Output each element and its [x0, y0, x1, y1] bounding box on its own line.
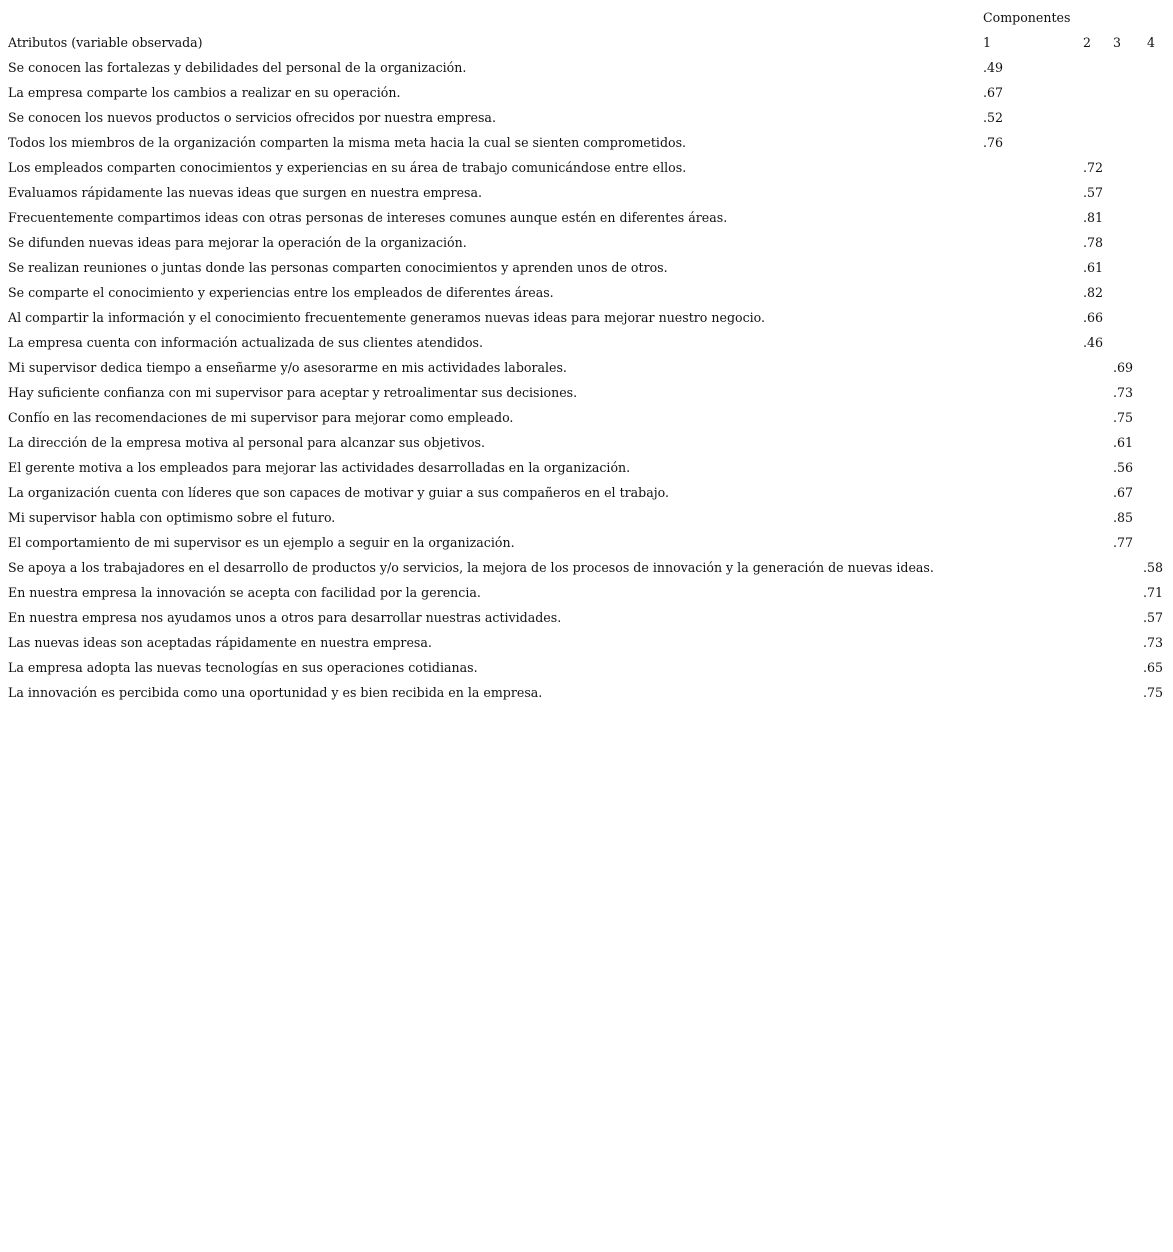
loading-component-4 — [1143, 430, 1173, 455]
loading-component-1 — [983, 405, 1083, 430]
loading-component-4 — [1143, 230, 1173, 255]
loading-component-1 — [983, 230, 1083, 255]
loading-component-2 — [1083, 630, 1113, 655]
loading-component-2 — [1083, 580, 1113, 605]
loading-component-4 — [1143, 380, 1173, 405]
attribute-cell: Las nuevas ideas son aceptadas rápidamente en nuestra empresa. — [8, 635, 432, 650]
table-row — [8, 355, 1173, 380]
loading-component-3: .75 — [1113, 410, 1134, 425]
loading-component-1 — [983, 180, 1083, 205]
loading-component-1 — [983, 480, 1083, 505]
loading-component-3 — [1113, 655, 1143, 680]
loading-component-2: .61 — [1083, 260, 1104, 275]
loading-component-2: .46 — [1083, 335, 1104, 350]
loading-component-2 — [1083, 455, 1113, 480]
loading-component-1 — [983, 605, 1083, 630]
component-2-header: 2 — [1083, 35, 1092, 50]
loading-component-1 — [983, 655, 1083, 680]
loading-component-3: .77 — [1113, 535, 1134, 550]
loading-component-1: .67 — [983, 85, 1004, 100]
loading-component-4 — [1143, 130, 1173, 155]
loading-component-4 — [1143, 330, 1173, 355]
table-row — [8, 380, 1173, 405]
loading-component-1 — [983, 430, 1083, 455]
loading-component-4 — [1143, 505, 1173, 530]
table-row — [8, 430, 1173, 455]
loading-component-2 — [1083, 530, 1113, 555]
attribute-cell: La empresa adopta las nuevas tecnologías en sus operaciones cotidianas. — [8, 660, 478, 675]
loading-component-3 — [1113, 80, 1143, 105]
loading-component-2 — [1083, 655, 1113, 680]
attributes-column-header: Atributos (variable observada) — [8, 35, 203, 50]
table-row — [8, 480, 1173, 505]
table-row — [8, 255, 1173, 280]
attribute-cell: El comportamiento de mi supervisor es un ejemplo a seguir en la organización. — [8, 535, 515, 550]
loading-component-4 — [1143, 80, 1173, 105]
attribute-cell: Mi supervisor dedica tiempo a enseñarme y/o asesorarme en mis actividades laborales. — [8, 360, 567, 375]
loading-component-1 — [983, 630, 1083, 655]
loading-component-4 — [1143, 55, 1173, 80]
factor-loadings-table-container — [8, 5, 1173, 705]
table-row — [8, 105, 1173, 130]
attribute-cell: Se difunden nuevas ideas para mejorar la operación de la organización. — [8, 235, 467, 250]
loading-component-2 — [1083, 105, 1113, 130]
table-row — [8, 580, 1173, 605]
component-4-header: 4 — [1147, 35, 1156, 50]
loading-component-2 — [1083, 80, 1113, 105]
component-3-header: 3 — [1113, 35, 1122, 50]
loading-component-3 — [1113, 230, 1143, 255]
table-body — [8, 5, 1173, 705]
loading-component-4 — [1143, 455, 1173, 480]
header-row-group — [8, 5, 1173, 30]
attribute-cell: Se realizan reuniones o juntas donde las personas comparten conocimientos y aprenden unos de otros. — [8, 260, 668, 275]
loading-component-4 — [1143, 355, 1173, 380]
table-row — [8, 655, 1173, 680]
loading-component-2 — [1083, 480, 1113, 505]
loading-component-4: .57 — [1143, 610, 1164, 625]
loading-component-1 — [983, 455, 1083, 480]
loading-component-1 — [983, 380, 1083, 405]
loading-component-3: .73 — [1113, 385, 1134, 400]
loading-component-3 — [1113, 55, 1143, 80]
loading-component-1: .52 — [983, 110, 1004, 125]
loading-component-3 — [1113, 680, 1143, 705]
attribute-cell: Frecuentemente compartimos ideas con otras personas de intereses comunes aunque estén en diferentes áreas. — [8, 210, 728, 225]
loading-component-2: .82 — [1083, 285, 1104, 300]
attribute-cell: Todos los miembros de la organización comparten la misma meta hacia la cual se sienten comprometidos. — [8, 135, 687, 150]
table-row — [8, 180, 1173, 205]
loading-component-3: .85 — [1113, 510, 1134, 525]
table-row — [8, 605, 1173, 630]
loading-component-3 — [1113, 605, 1143, 630]
attribute-cell: Mi supervisor habla con optimismo sobre el futuro. — [8, 510, 336, 525]
attribute-cell: En nuestra empresa nos ayudamos unos a otros para desarrollar nuestras actividades. — [8, 610, 562, 625]
loading-component-2 — [1083, 380, 1113, 405]
attribute-cell: Se comparte el conocimiento y experiencias entre los empleados de diferentes áreas. — [8, 285, 554, 300]
loading-component-1 — [983, 580, 1083, 605]
table-row — [8, 305, 1173, 330]
loading-component-4: .71 — [1143, 585, 1164, 600]
attribute-cell: La dirección de la empresa motiva al personal para alcanzar sus objetivos. — [8, 435, 486, 450]
loading-component-4 — [1143, 305, 1173, 330]
table-row — [8, 55, 1173, 80]
loading-component-2 — [1083, 405, 1113, 430]
loading-component-4 — [1143, 405, 1173, 430]
table-row — [8, 280, 1173, 305]
table-row — [8, 205, 1173, 230]
loading-component-1 — [983, 205, 1083, 230]
attribute-cell: La organización cuenta con líderes que son capaces de motivar y guiar a sus compañeros en el trabajo. — [8, 485, 669, 500]
loading-component-2: .66 — [1083, 310, 1104, 325]
attribute-cell: La empresa cuenta con información actualizada de sus clientes atendidos. — [8, 335, 484, 350]
components-group-label: Componentes — [983, 10, 1071, 25]
loading-component-1 — [983, 680, 1083, 705]
loading-component-1 — [983, 355, 1083, 380]
loading-component-2 — [1083, 605, 1113, 630]
attribute-cell: El gerente motiva a los empleados para mejorar las actividades desarrolladas en la organización. — [8, 460, 631, 475]
loading-component-4 — [1143, 205, 1173, 230]
loading-component-1 — [983, 530, 1083, 555]
attribute-cell: Hay suficiente confianza con mi supervisor para aceptar y retroalimentar sus decisiones. — [8, 385, 578, 400]
loading-component-2 — [1083, 555, 1113, 580]
table-row — [8, 530, 1173, 555]
loading-component-2: .78 — [1083, 235, 1104, 250]
loading-component-2 — [1083, 55, 1113, 80]
table-row — [8, 455, 1173, 480]
loading-component-4 — [1143, 255, 1173, 280]
loading-component-3 — [1113, 305, 1143, 330]
loading-component-4: .73 — [1143, 635, 1164, 650]
loading-component-2 — [1083, 430, 1113, 455]
loading-component-3: .69 — [1113, 360, 1134, 375]
loading-component-3 — [1113, 555, 1143, 580]
loading-component-1 — [983, 555, 1083, 580]
attribute-cell: La empresa comparte los cambios a realizar en su operación. — [8, 85, 401, 100]
loading-component-1 — [983, 280, 1083, 305]
loading-component-4 — [1143, 105, 1173, 130]
attribute-cell: Evaluamos rápidamente las nuevas ideas que surgen en nuestra empresa. — [8, 185, 482, 200]
attribute-cell: Se conocen las fortalezas y debilidades del personal de la organización. — [8, 60, 467, 75]
loading-component-3: .56 — [1113, 460, 1134, 475]
factor-loadings-table — [8, 5, 1173, 705]
loading-component-1 — [983, 155, 1083, 180]
loading-component-3: .61 — [1113, 435, 1134, 450]
loading-component-2 — [1083, 355, 1113, 380]
table-row — [8, 630, 1173, 655]
loading-component-2: .57 — [1083, 185, 1104, 200]
loading-component-3 — [1113, 105, 1143, 130]
loading-component-2 — [1083, 680, 1113, 705]
attribute-cell: Se apoya a los trabajadores en el desarrollo de productos y/o servicios, la mejora de los procesos de innovación y la generación de nuevas ideas. — [8, 560, 934, 575]
attribute-cell: Confío en las recomendaciones de mi supervisor para mejorar como empleado. — [8, 410, 514, 425]
loading-component-3 — [1113, 155, 1143, 180]
loading-component-3 — [1113, 130, 1143, 155]
loading-component-3 — [1113, 280, 1143, 305]
loading-component-3 — [1113, 255, 1143, 280]
attribute-cell: La innovación es percibida como una oportunidad y es bien recibida en la empresa. — [8, 685, 543, 700]
attribute-cell: Se conocen los nuevos productos o servicios ofrecidos por nuestra empresa. — [8, 110, 496, 125]
loading-component-1 — [983, 305, 1083, 330]
loading-component-3 — [1113, 580, 1143, 605]
loading-component-4 — [1143, 530, 1173, 555]
attribute-cell: Los empleados comparten conocimientos y experiencias en su área de trabajo comunicándose entre ellos. — [8, 160, 687, 175]
loading-component-2: .72 — [1083, 160, 1104, 175]
loading-component-4 — [1143, 280, 1173, 305]
table-row — [8, 330, 1173, 355]
loading-component-4 — [1143, 180, 1173, 205]
table-row — [8, 555, 1173, 580]
loading-component-4: .58 — [1143, 560, 1164, 575]
loading-component-3: .67 — [1113, 485, 1134, 500]
loading-component-2 — [1083, 130, 1113, 155]
table-row — [8, 80, 1173, 105]
loading-component-1: .76 — [983, 135, 1004, 150]
header-row-columns — [8, 30, 1173, 55]
table-row — [8, 230, 1173, 255]
table-row — [8, 505, 1173, 530]
loading-component-1: .49 — [983, 60, 1004, 75]
table-row — [8, 405, 1173, 430]
loading-component-3 — [1113, 330, 1143, 355]
loading-component-3 — [1113, 630, 1143, 655]
loading-component-3 — [1113, 180, 1143, 205]
table-row — [8, 680, 1173, 705]
component-1-header: 1 — [983, 35, 992, 50]
attribute-cell: En nuestra empresa la innovación se acepta con facilidad por la gerencia. — [8, 585, 481, 600]
loading-component-4: .65 — [1143, 660, 1164, 675]
loading-component-1 — [983, 330, 1083, 355]
loading-component-4: .75 — [1143, 685, 1164, 700]
loading-component-4 — [1143, 155, 1173, 180]
loading-component-1 — [983, 505, 1083, 530]
header-empty-cell — [8, 5, 983, 30]
attribute-cell: Al compartir la información y el conocimiento frecuentemente generamos nuevas ideas para mejorar nuestro negocio. — [8, 310, 766, 325]
loading-component-2 — [1083, 505, 1113, 530]
table-row — [8, 155, 1173, 180]
loading-component-1 — [983, 255, 1083, 280]
loading-component-4 — [1143, 480, 1173, 505]
loading-component-2: .81 — [1083, 210, 1104, 225]
loading-component-3 — [1113, 205, 1143, 230]
table-row — [8, 130, 1173, 155]
